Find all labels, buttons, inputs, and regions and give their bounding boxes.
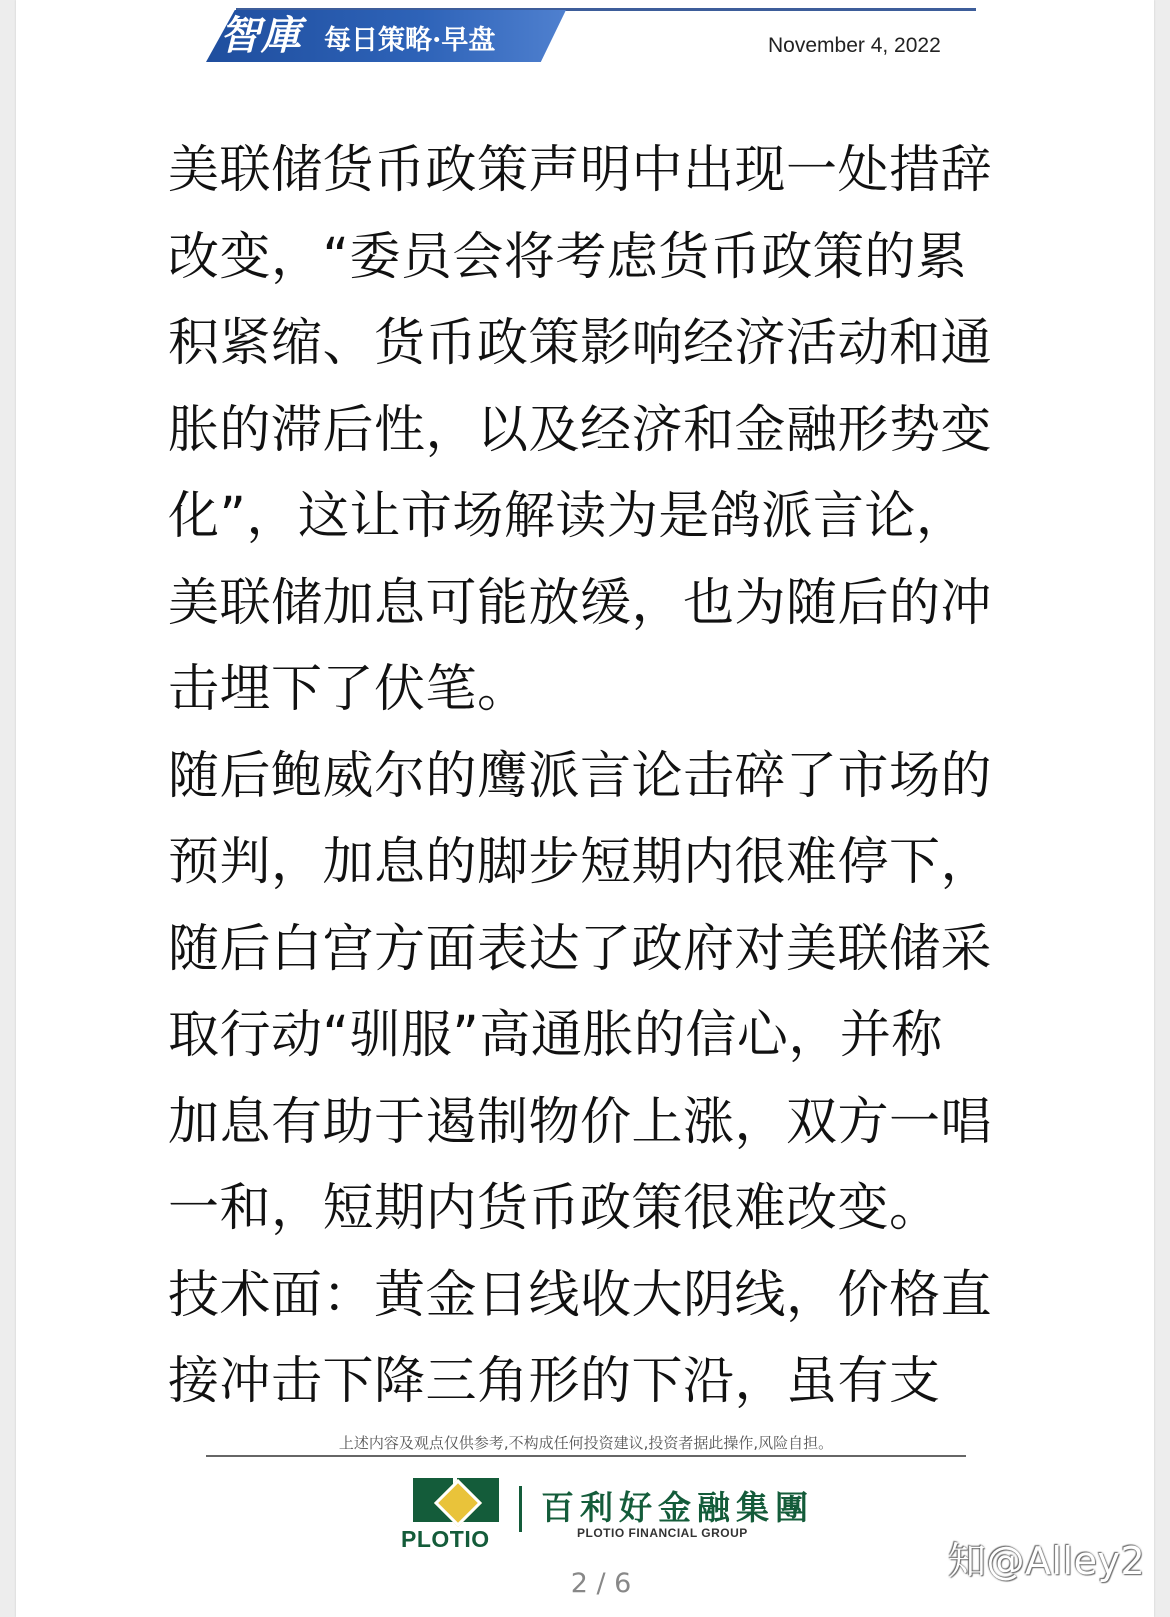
- body-line: 积紧缩、货币政策影响经济活动和通: [168, 314, 993, 373]
- disclaimer-text: 上述内容及观点仅供参考,不构成任何投资建议,投资者据此操作,风险自担。: [338, 1434, 834, 1452]
- logo-chinese-name: 百利好金融集團: [541, 1488, 814, 1527]
- body-line: 击埋下了伏笔。: [168, 660, 529, 719]
- body-line: 美联储货币政策声明中出现一处措辞: [168, 141, 993, 200]
- body-line: 取行动“驯服”高通胀的信心，并称: [168, 1006, 943, 1065]
- report-date: November 4, 2022: [768, 34, 941, 57]
- body-line: 随后白宫方面表达了政府对美联储采: [168, 919, 993, 979]
- body-line: 一和，短期内货币政策很难改变。: [168, 1179, 941, 1238]
- body-line: 接冲击下降三角形的下沿，虽有支: [168, 1352, 941, 1411]
- logo-mark-icon: [413, 1478, 499, 1522]
- article-body: [168, 128, 1008, 1426]
- brand-subtitle: 每日策略·早盘: [324, 25, 496, 56]
- footer-divider: [206, 1455, 966, 1457]
- brand-title: 智庫: [220, 12, 302, 59]
- body-line: 预判，加息的脚步短期内很难停下，: [168, 833, 993, 892]
- watermark: 知@Alley2: [948, 1539, 1146, 1583]
- body-line: 技术面：黄金日线收大阴线，价格直: [168, 1265, 993, 1325]
- body-line: 美联储加息可能放缓，也为随后的冲: [168, 573, 993, 633]
- company-logo: [401, 1478, 821, 1552]
- body-line: 加息有助于遏制物价上涨，双方一唱: [168, 1092, 993, 1152]
- page-indicator: 2 / 6: [570, 1568, 632, 1599]
- body-line: 胀的滞后性，以及经济和金融形势变: [168, 400, 993, 460]
- body-line: 改变，“委员会将考虑货币政策的累: [168, 227, 968, 287]
- logo-wordmark: PLOTIO: [401, 1526, 490, 1552]
- body-line: 化”，这让市场解读为是鸽派言论，: [168, 487, 968, 546]
- logo-divider: [519, 1486, 522, 1532]
- logo-english-name: PLOTIO FINANCIAL GROUP: [577, 1526, 748, 1540]
- document-page: [16, 0, 1154, 1617]
- body-line: 随后鲍威尔的鹰派言论击碎了市场的: [168, 746, 993, 806]
